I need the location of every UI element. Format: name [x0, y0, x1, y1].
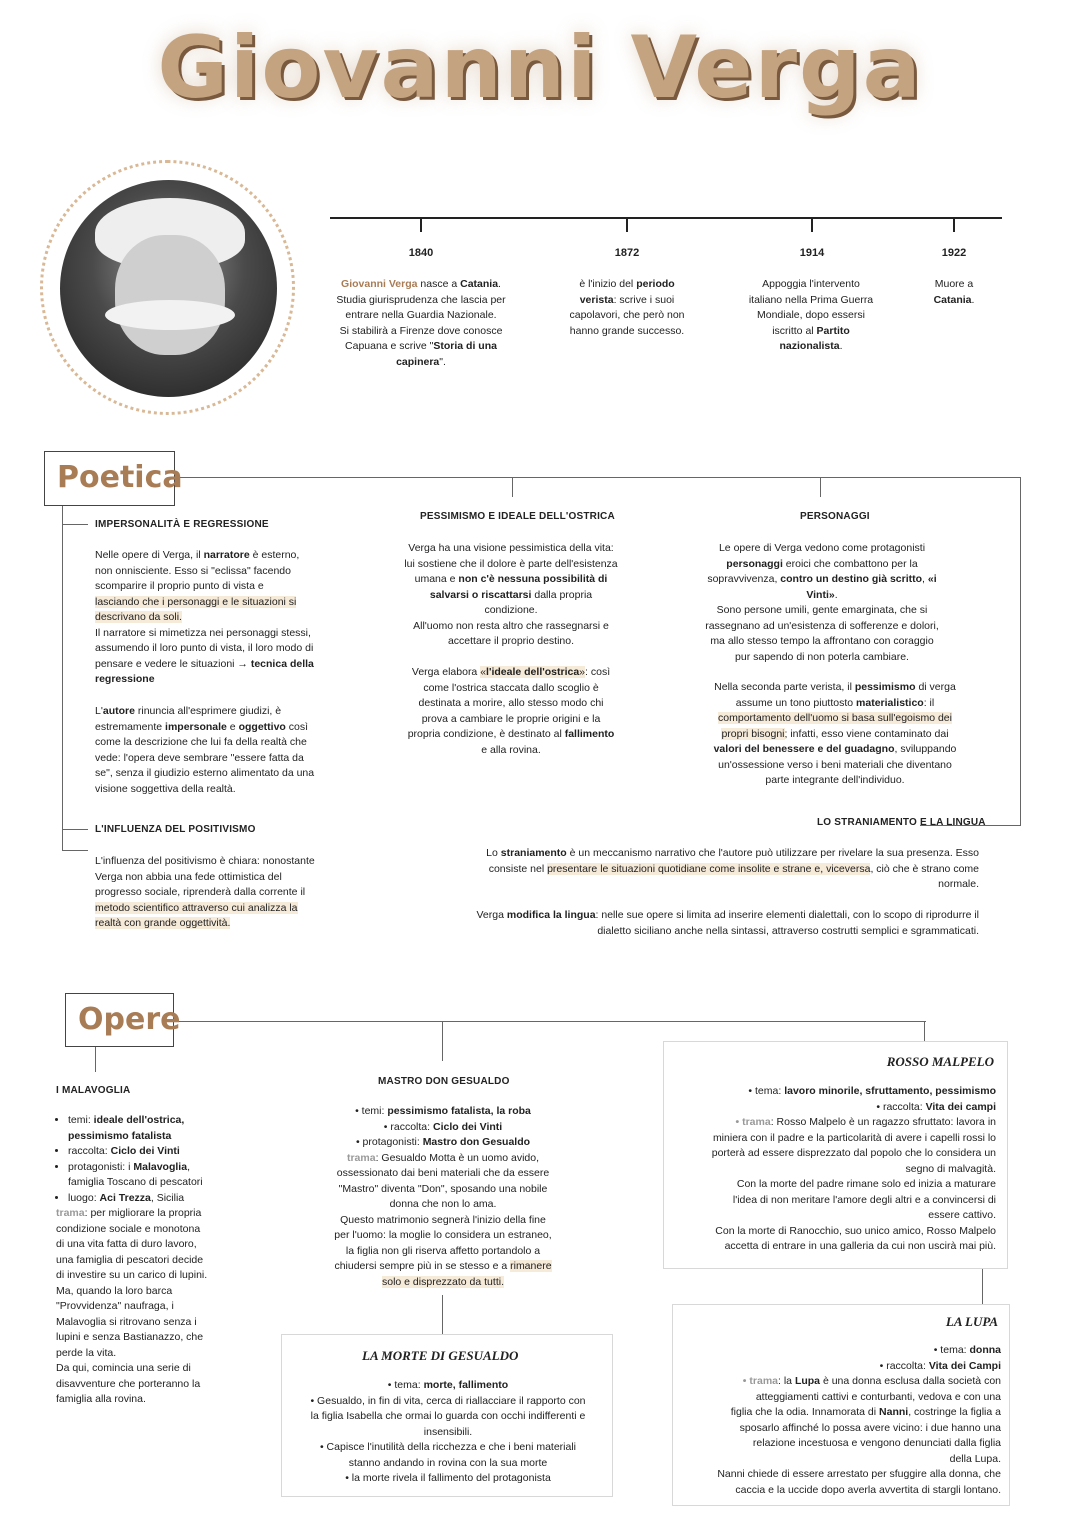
- heading-morte-gesualdo: LA MORTE DI GESUALDO: [362, 1348, 519, 1363]
- timeline-event: Appoggia l'intervento italiano nella Prima Guerra Mondiale, dopo essersi iscritto al Partito nazionalista.: [748, 278, 874, 352]
- text-lingua: Verga modifica la lingua: nelle sue opere si limita ad inserire elementi dialettali, con lo scopo di riprodurre il dialetto siciliano anche nella sintassi, attraverso costrutti semplici e sgrammaticati.: [476, 909, 979, 937]
- text-autore: L'autore rinuncia all'esprimere giudizi, è estremamente impersonale e oggettivo così come la descrizione che lui fa della realtà che vede: l'opera deve sembrare "essere fatta da se", senza il giudizio esterno alimentato da una visione soggettiva della realtà.: [95, 705, 315, 795]
- text-ostrica: Verga elabora «l'ideale dell'ostrica»: così come l'ostrica staccata dallo scoglio è destinata a morire, allo stesso modo chi prova a cambiare le proprie origini e la propria condizione, è destinato al fallimento e alla rovina.: [407, 666, 615, 756]
- card-rosso-malpelo: [663, 1041, 1008, 1269]
- timeline-year: 1922: [941, 247, 967, 259]
- text-impersonalita: Nelle opere di Verga, il narratore è esterno, non onnisciente. Esso si "eclissa" facendo scomparire il proprio punto di vista e lasciando che i personaggi e le situazioni si descrivano da soli. Il narratore si mimetizza nei personaggi stessi, assumendo il loro punto di vista, il loro modo di pensare e vedere le situazioni → tecnica della regressione: [95, 549, 314, 685]
- heading-rosso-malpelo: ROSSO MALPELO: [886, 1054, 994, 1069]
- card-morte-gesualdo: [281, 1334, 613, 1497]
- timeline-year: 1914: [799, 247, 825, 259]
- heading-positivismo: L'INFLUENZA DEL POSITIVISMO: [95, 824, 256, 835]
- heading-pessimismo: PESSIMISMO E IDEALE DELL'OSTRICA: [420, 511, 615, 522]
- timeline-event: è l'inizio del periodo verista: scrive i suoi capolavori, che però non hanno grande successo.: [569, 278, 685, 337]
- timeline-event: Muore a Catania.: [933, 278, 975, 306]
- text-personaggi: Le opere di Verga vedono come protagonisti personaggi eroici che combattono per la sopravvivenza, contro un destino già scritto, «i Vinti». Sono persone umili, gente emarginata, che si rassegnano ad un'esistenza di sofferenze e dolori, ma allo stesso tempo la affrontano con coraggio pur sapendo di non poterla cambiare.: [705, 542, 939, 663]
- section-title-poetica: Poetica: [44, 451, 175, 506]
- text-morte-gesualdo: • tema: morte, fallimento • Gesualdo, in fin di vita, cerca di riallacciare il rapporto con la figlia Isabella che ormai lo guarda con occhi indifferenti e insensibili. • Capisce l'inutilità della ricchezza e che i beni materiali stanno andando in rovina con la sua morte • la morte rivela il fallimento del protagonista: [310, 1379, 586, 1484]
- timeline-year: 1872: [614, 247, 640, 259]
- timeline-line: [330, 217, 1002, 219]
- heading-impersonalita: IMPERSONALITÀ E REGRESSIONE: [95, 519, 269, 530]
- text-positivismo: L'influenza del positivismo è chiara: nonostante Verga non abbia una fede ottimistica del progresso sociale, riprenderà dalla corrente il metodo scientifico attraverso cui analizza la realtà con grande oggettività.: [95, 855, 315, 929]
- page-title: Giovanni Verga: [157, 18, 923, 118]
- timeline-event: Giovanni Verga nasce a Catania. Studia giurisprudenza che lascia per entrare nella Guardia Nazionale. Si stabilirà a Firenze dove conosce Capuana e scrive "Storia di una capinera".: [336, 278, 506, 368]
- card-la-lupa: [672, 1304, 1010, 1506]
- portrait-photo: [60, 180, 277, 397]
- text-malavoglia: • temi: ideale dell'ostrica, pessimismo fatalista • raccolta: Ciclo dei Vinti • protagonisti: i Malavoglia, famiglia Toscano di pescatori • luogo: Aci Trezza, Sicilia trama: per migliorare la propria condizione sociale e monotona di una vita fatta di duro lavoro, una famiglia di pescatori decide di investire su un carico di lupini. Ma, quando la loro barca "Provvidenza" naufraga, i Malavoglia si ritrovano senza i lupini e senza Bastianazzo, che perde la vita. Da qui, comincia una serie di disavventure che porteranno la famiglia alla rovina.: [56, 1113, 236, 1408]
- heading-straniamento: LO STRANIAMENTO E LA LINGUA: [817, 817, 986, 828]
- text-straniamento: Lo straniamento è un meccanismo narrativo che l'autore può utilizzare per rivelare la sua presenza. Esso consiste nel presentare le situazioni quotidiane come insolite e strane e, viceversa, ciò che è strano come normale.: [486, 847, 979, 890]
- text-rosso-malpelo: • tema: lavoro minorile, sfruttamento, pessimismo • raccolta: Vita dei campi • trama: Rosso Malpelo è un ragazzo sfruttato: lavora in miniera con il padre e la particolarità di avere i capelli rossi lo porterà ad essere disprezzato dal popolo che lo considera un segno di malvagità. Con la morte del padre rimane solo ed inizia a maturare l'idea di non meritare l'amore degli altri e a convincersi di essere cattivo. Con la morte di Ranocchio, suo unico amico, Rosso Malpelo accetta di entrare in una galleria da cui non uscirà mai più.: [711, 1085, 996, 1252]
- text-seconda-parte: Nella seconda parte verista, il pessimismo di verga assume un tono piuttosto materialistico: il comportamento dell'uomo si basa sull'egoismo dei propri bisogni; infatti, esso viene contaminato dai valori del benessere e del guadagno, sviluppando un'ossessione verso i beni materiali che diventano parte integrante dell'individuo.: [713, 681, 957, 786]
- heading-malavoglia: I MALAVOGLIA: [56, 1085, 131, 1096]
- text-gesualdo: • temi: pessimismo fatalista, la roba • raccolta: Ciclo dei Vinti • protagonisti: Mastro don Gesualdo trama: Gesualdo Motta è un uomo avido, ossessionato dai beni materiali che da essere "Mastro" diventa "Don", sposando una nobile donna che non lo ama. Questo matrimonio segnerà l'inizio della fine per l'uomo: la moglie lo considera un estraneo, la figlia non gli riserva affetto portandolo a chiudersi sempre più in se stesso e a rimanere solo e disprezzato da tutti.: [334, 1105, 552, 1288]
- heading-la-lupa: LA LUPA: [945, 1314, 998, 1329]
- section-title-opere: Opere: [65, 993, 174, 1047]
- text-pessimismo: Verga ha una visione pessimistica della vita: lui sostiene che il dolore è parte dell'esistenza umana e non c'è nessuna possibilità di salvarsi o riscattarsi dalla propria condizione. All'uomo non resta altro che rassegnarsi e accettare il proprio destino.: [404, 542, 618, 647]
- timeline-year: 1840: [408, 247, 434, 259]
- heading-personaggi: PERSONAGGI: [800, 511, 870, 522]
- heading-gesualdo: MASTRO DON GESUALDO: [378, 1076, 510, 1087]
- text-la-lupa: • tema: donna • raccolta: Vita dei Campi • trama: la Lupa è una donna esclusa dalla società con atteggiamenti cattivi e conturbanti, vedova e con una figlia che la odia. Innamorata di Nanni, costringe la figlia a sposarlo affinché lo possa avere vicino: i due hanno una relazione incestuosa e vengono denunciati dalla figlia della Lupa. Nanni chiede di essere arrestato per sfuggire alla donna, che caccia e la uccide dopo averla avvertita di stargli lontano.: [717, 1344, 1001, 1496]
